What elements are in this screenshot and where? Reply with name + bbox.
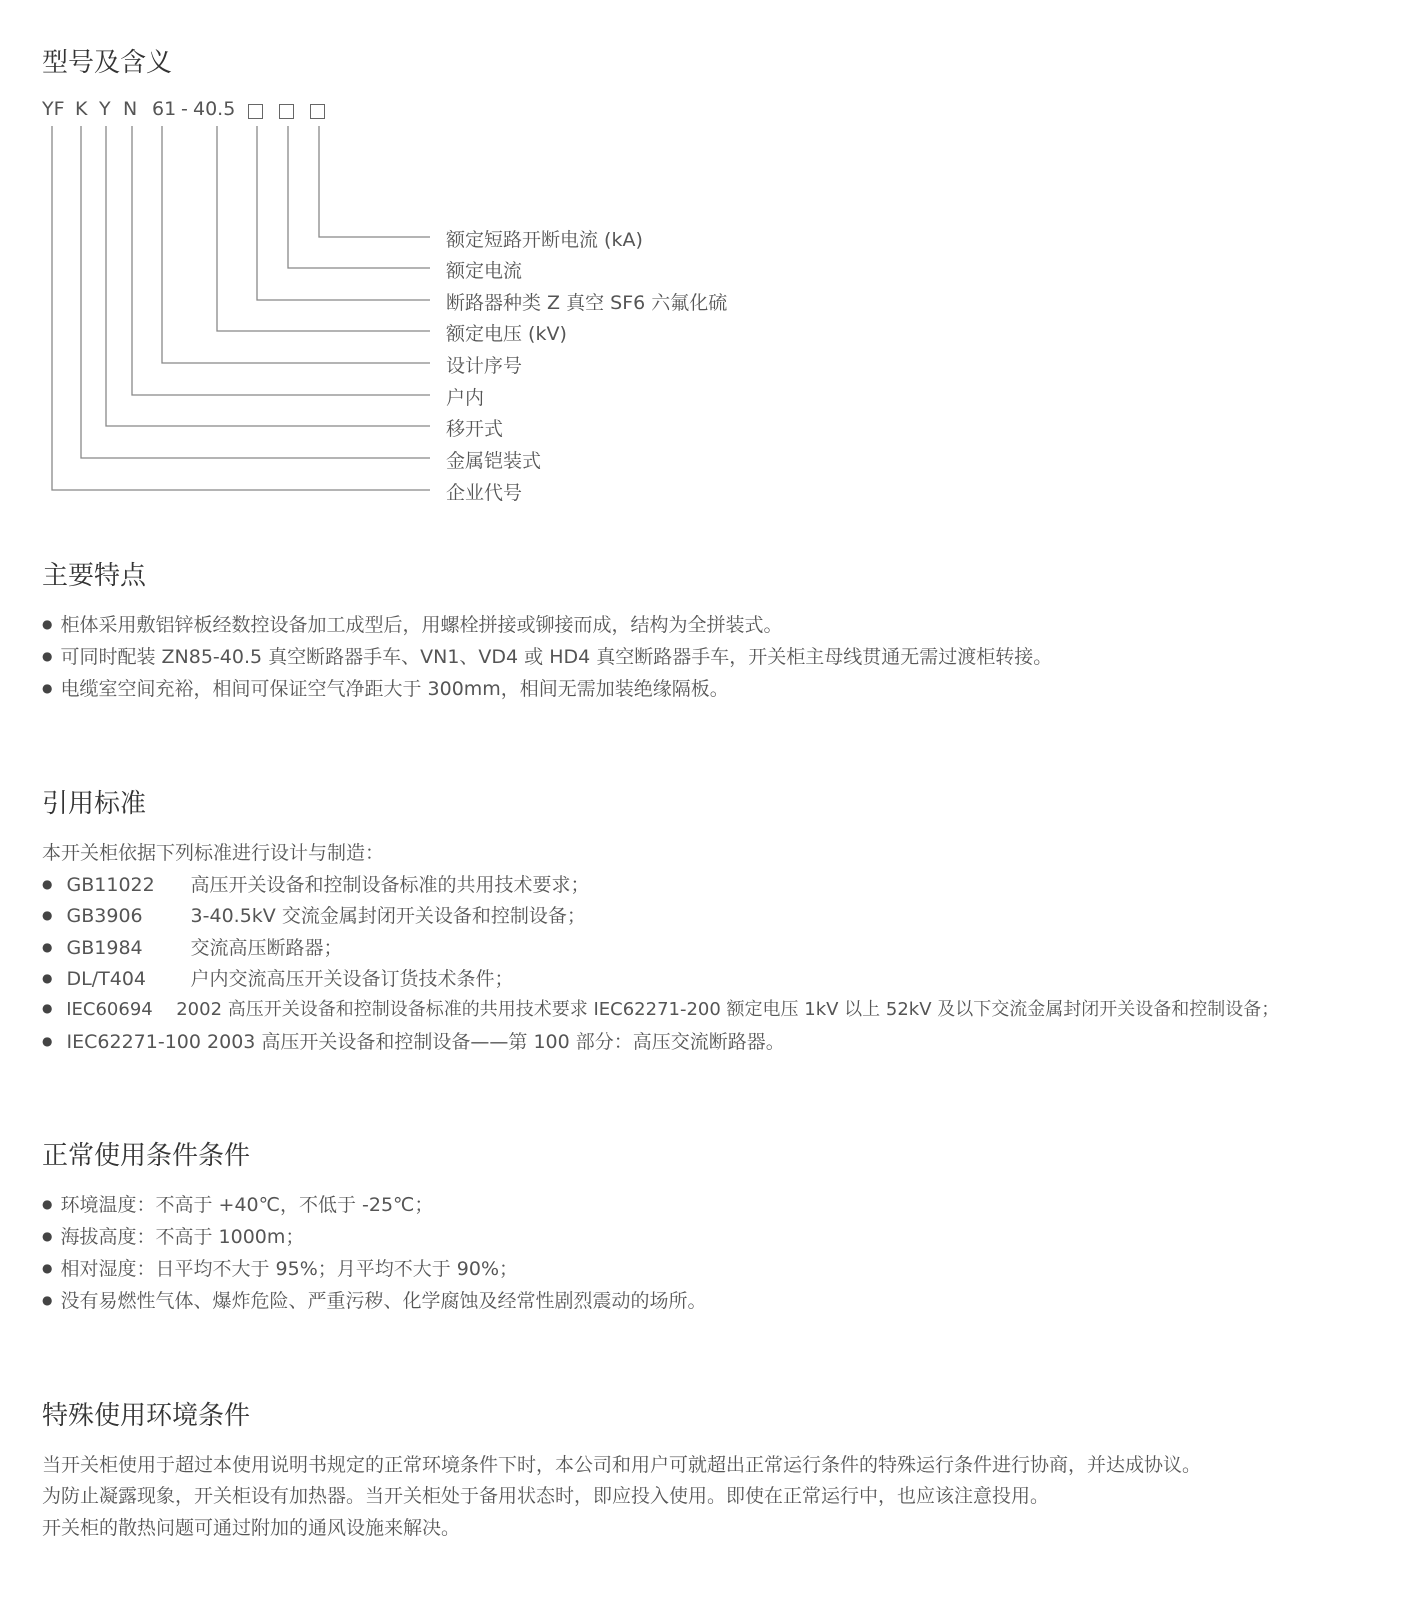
standard-desc: 交流高压断路器； (190, 937, 343, 959)
code-part-indoor: N (123, 98, 138, 120)
standard-item (42, 995, 1279, 1021)
standard-desc: 高压开关设备和控制设备标准的共用技术要求； (190, 874, 590, 896)
standard-code: GB3906 (66, 905, 143, 927)
normal-condition-item: ● 海拔高度：不高于 1000m； (42, 1222, 304, 1249)
leader-line-rated-current (288, 126, 430, 268)
standards-intro: 本开关柜依据下列标准进行设计与制造： (42, 842, 385, 864)
leader-line-armored (81, 126, 430, 458)
code-part-dash: - (181, 98, 188, 120)
normal-condition-item: ● 没有易燃性气体、爆炸危险、严重污秽、化学腐蚀及经常性剧烈震动的场所。 (42, 1286, 707, 1313)
standard-code: GB11022 (66, 874, 155, 896)
standard-item (42, 901, 586, 928)
standard-code: IEC60694 (66, 999, 153, 1020)
code-part-enterprise: YF (42, 98, 65, 120)
leader-line-design-no (162, 126, 430, 363)
model-meaning-title: 型号及含义 (42, 48, 173, 78)
meaning-enterprise: 企业代号 (446, 482, 523, 504)
leader-line-indoor (132, 126, 430, 395)
meaning-armored: 金属铠装式 (446, 450, 542, 472)
leader-lines-diagram (0, 0, 1415, 520)
leader-line-breaker-type (257, 126, 430, 300)
standard-item (42, 870, 590, 897)
feature-item: ● 柜体采用敷铝锌板经数控设备加工成型后，用螺栓拼接或铆接而成，结构为全拼装式。 (42, 610, 783, 637)
meaning-indoor: 户内 (446, 387, 485, 409)
standard-code: GB1984 (66, 937, 143, 959)
standard-desc: 3-40.5kV 交流金属封闭开关设备和控制设备； (190, 905, 586, 927)
standard-item (42, 933, 343, 960)
standards-title: 引用标准 (42, 789, 147, 819)
meaning-breaker-type: 断路器种类 Z 真空 SF6 六氟化硫 (446, 292, 728, 314)
code-part-armored: K (75, 98, 88, 120)
meaning-rated-current: 额定电流 (446, 260, 523, 282)
meaning-rated-voltage: 额定电压 (kV) (446, 323, 567, 345)
special-conditions-title: 特殊使用环境条件 (42, 1401, 251, 1431)
standard-desc: 户内交流高压开关设备订货技术条件； (190, 968, 514, 990)
meaning-design-no: 设计序号 (446, 355, 523, 377)
standard-desc: 2003 高压开关设备和控制设备——第 100 部分：高压交流断路器。 (207, 1031, 785, 1053)
standard-code: DL/T404 (66, 968, 147, 990)
standard-item (42, 964, 514, 991)
leader-line-enterprise (52, 126, 430, 490)
feature-item: ● 可同时配装 ZN85-40.5 真空断路器手车、VN1、VD4 或 HD4 真空断路器手车，开关柜主母线贯通无需过渡柜转接。 (42, 642, 1052, 669)
meaning-withdrawable: 移开式 (446, 418, 504, 440)
feature-item: ● 电缆室空间充裕，相间可保证空气净距大于 300mm，相间无需加装绝缘隔板。 (42, 674, 729, 701)
special-condition-paragraph: 开关柜的散热问题可通过附加的通风设施来解决。 (42, 1517, 461, 1539)
leader-line-breaking-current (319, 126, 430, 237)
code-part-withdrawable: Y (99, 98, 111, 120)
special-condition-paragraph: 为防止凝露现象，开关柜设有加热器。当开关柜处于备用状态时，即应投入使用。即使在正常运行中，也应该注意投用。 (42, 1485, 1050, 1507)
standard-desc: 2002 高压开关设备和控制设备标准的共用技术要求 IEC62271-200 额定电压 1kV 以上 52kV 及以下交流金属封闭开关设备和控制设备； (176, 999, 1280, 1020)
leader-line-withdrawable (106, 126, 430, 426)
code-part-design-no: 61 (152, 98, 177, 120)
normal-conditions-title: 正常使用条件条件 (42, 1141, 251, 1171)
features-title: 主要特点 (42, 561, 147, 591)
code-part-voltage: 40.5 (193, 98, 236, 120)
special-condition-paragraph: 当开关柜使用于超过本使用说明书规定的正常环境条件下时，本公司和用户可就超出正常运行条件的特殊运行条件进行协商，并达成协议。 (42, 1454, 1202, 1476)
standard-code: IEC62271-100 (66, 1031, 201, 1053)
normal-condition-item: ● 相对湿度：日平均不大于 95%；月平均不大于 90%； (42, 1254, 518, 1281)
standard-item (42, 1027, 785, 1054)
meaning-breaking-current: 额定短路开断电流 (kA) (446, 229, 643, 251)
normal-condition-item: ● 环境温度：不高于 +40℃，不低于 -25℃； (42, 1190, 433, 1217)
